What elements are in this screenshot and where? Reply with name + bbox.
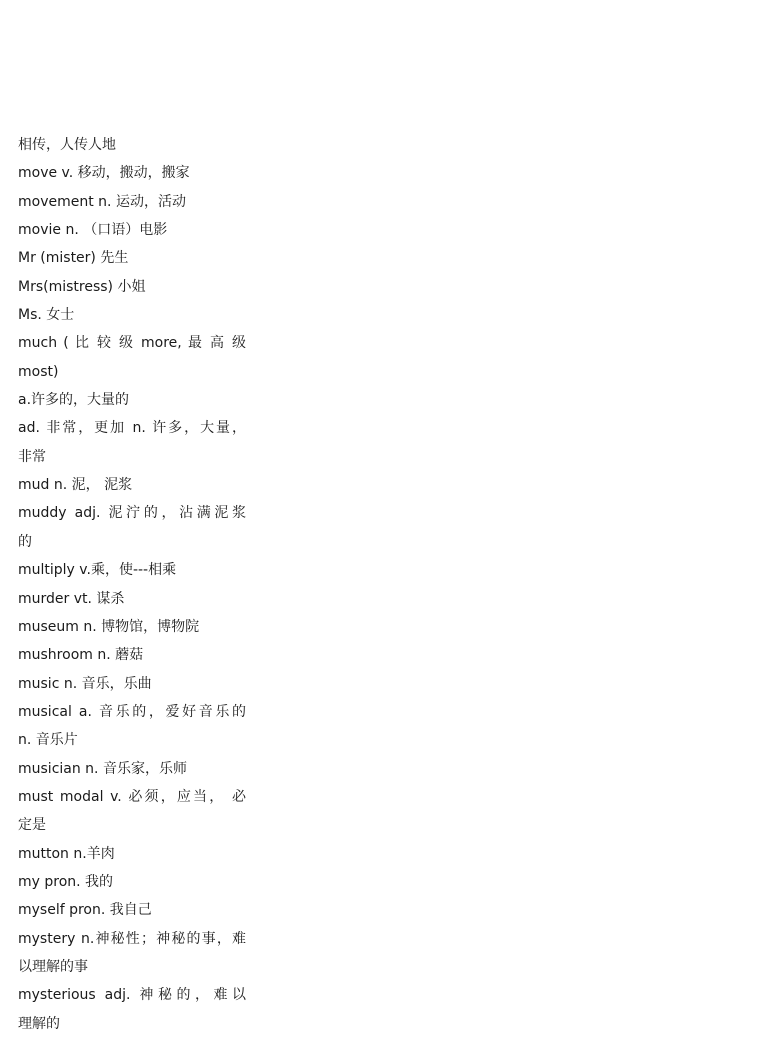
entry-must: must modal v. 必须，应当， 必 xyxy=(18,788,246,805)
entry-much: much ( 比 较 级 more, 最 高 级 xyxy=(18,335,246,352)
entry-multiply: multiply v.乘，使---相乘 xyxy=(18,562,177,579)
entry-move: move v. 移动，搬动，搬家 xyxy=(18,165,190,182)
text-line: 相传，人传人地 xyxy=(18,137,116,153)
entry-mr: Mr (mister) 先生 xyxy=(18,250,129,267)
entry-my: my pron. 我的 xyxy=(18,873,114,890)
entry-much-cont: most) xyxy=(18,363,59,380)
entry-murder: murder vt. 谋杀 xyxy=(18,590,125,607)
entry-music: music n. 音乐，乐曲 xyxy=(18,675,152,692)
entry-musician: musician n. 音乐家，乐师 xyxy=(18,760,187,777)
entry-movement: movement n. 运动，活动 xyxy=(18,193,186,210)
entry-much-adv: ad. 非常，更加 n. 许多，大量， xyxy=(18,420,246,437)
entry-ms: Ms. 女士 xyxy=(18,307,75,324)
entry-musical: musical a. 音乐的，爱好音乐的 xyxy=(18,703,246,720)
entry-much-adv-cont: 非常 xyxy=(18,448,46,465)
entry-must-cont: 定是 xyxy=(18,817,46,834)
entry-mysterious: mysterious adj. 神秘的，难以 xyxy=(18,987,246,1004)
entry-mystery-cont: 以理解的事 xyxy=(18,958,88,975)
entry-mud: mud n. 泥， 泥浆 xyxy=(18,477,133,494)
vocabulary-page xyxy=(18,131,246,1038)
entry-museum: museum n. 博物馆，博物院 xyxy=(18,618,200,635)
entry-mrs: Mrs(mistress) 小姐 xyxy=(18,278,146,295)
entry-mutton: mutton n.羊肉 xyxy=(18,845,115,862)
entry-muddy: muddy adj. 泥泞的，沾满泥浆 xyxy=(18,505,246,522)
entry-mushroom: mushroom n. 蘑菇 xyxy=(18,647,144,664)
entry-mystery: mystery n.神秘性；神秘的事，难 xyxy=(18,930,246,947)
entry-much-adj: a.许多的，大量的 xyxy=(18,392,130,409)
entry-myself: myself pron. 我自己 xyxy=(18,902,152,919)
entry-mysterious-cont: 理解的 xyxy=(18,1015,60,1032)
entry-muddy-cont: 的 xyxy=(18,533,32,550)
entry-musical-noun: n. 音乐片 xyxy=(18,732,78,749)
entry-movie: movie n. （口语）电影 xyxy=(18,222,168,239)
